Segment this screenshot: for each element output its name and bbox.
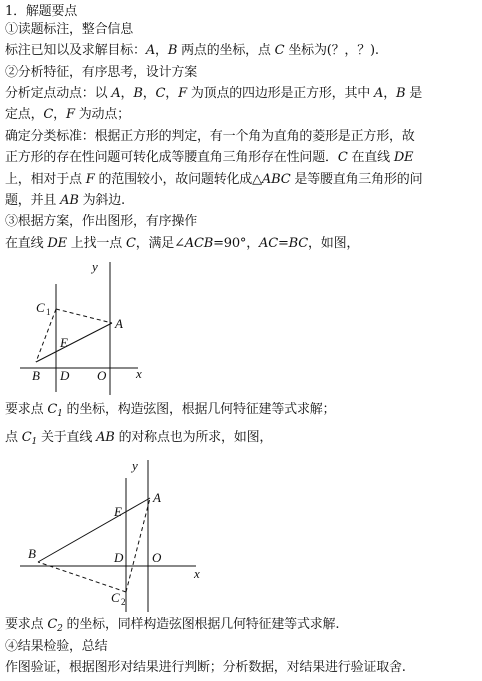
text-fragment: 要求点 — [5, 402, 48, 417]
label-E-2: E — [114, 504, 122, 519]
segment-BA-1 — [36, 323, 112, 362]
text-fragment: 分析定点动点：以 — [5, 86, 112, 101]
text-fragment: AB — [96, 430, 115, 445]
text-fragment: 的坐标，同样构造弦图根据几何特征建等式求解. — [62, 617, 340, 632]
text-fragment: C — [155, 86, 166, 101]
label-O-2: O — [152, 550, 162, 565]
label-C-sub-2: 2 — [121, 597, 126, 607]
dashed-C2A — [126, 498, 150, 592]
text-fragment: A — [374, 86, 384, 101]
text-fragment: 的对称点也为所求，如图， — [114, 430, 273, 445]
text-fragment: DE — [393, 150, 414, 165]
text-fragment: 在直线 — [347, 150, 394, 165]
text-fragment: $C_1$ — [47, 402, 63, 418]
text-fragment: ①读题标注，整合信息 — [5, 22, 134, 37]
label-B-1: B — [32, 368, 40, 383]
text-fragment: 正方形的存在性问题可转化成等腰直角三角形存在性问题． — [5, 150, 338, 165]
text-fragment: C — [125, 236, 136, 251]
text-fragment: B — [133, 86, 143, 101]
text-fragment: 是 — [405, 86, 423, 101]
text-fragment: 要求点 — [5, 617, 48, 632]
text-fragment: 关于直线 — [37, 430, 97, 445]
label-B-2: B — [28, 546, 36, 561]
text-fragment: ②分析特征，有序思考，设计方案 — [5, 65, 198, 80]
label-C-1: C — [36, 300, 45, 315]
text-fragment: ， — [120, 86, 134, 101]
label-y-2: y — [132, 458, 138, 473]
text-fragment: F — [85, 172, 95, 187]
text-fragment: AB — [60, 193, 79, 208]
label-y-1: y — [92, 259, 98, 274]
text-fragment: ， — [155, 43, 168, 58]
text-fragment: C — [274, 43, 285, 58]
text-fragment: B — [167, 43, 178, 58]
text-fragment: 为动点； — [74, 107, 130, 122]
text-fragment: 为顶点的四边形是正方形，其中 — [186, 86, 374, 101]
dashed-C1A — [56, 309, 112, 323]
text-fragment: ， — [142, 86, 156, 101]
text-fragment: $C_1$ — [21, 430, 38, 446]
text-fragment: F — [178, 86, 187, 101]
text-fragment: ， — [383, 86, 397, 101]
text-fragment: ，如图， — [308, 236, 360, 251]
label-x-2: x — [194, 566, 200, 581]
text-fragment: BC — [288, 236, 308, 251]
text-fragment: 确定分类标准：根据正方形的判定，有一个角为直角的菱形是正方形，故 — [5, 129, 415, 144]
text-fragment: B — [396, 86, 406, 101]
label-D-1: D — [60, 368, 70, 383]
text-fragment: 定点， — [5, 107, 44, 122]
text-fragment: 1．解题要点 — [5, 4, 78, 19]
text-fragment: C — [43, 107, 54, 122]
text-fragment: 的坐标，构造弦图，根据几何特征建等式求解； — [62, 402, 336, 417]
text-fragment: A — [145, 43, 156, 58]
label-E-1: E — [60, 335, 68, 350]
text-fragment: 作图验证，根据图形对结果进行判断；分析数据，对结果进行验证取舍. — [5, 660, 406, 675]
text-fragment: 为斜边. — [78, 193, 125, 208]
text-fragment: AC — [259, 236, 278, 251]
label-O-1: O — [97, 368, 107, 383]
figure-2-axes — [20, 460, 196, 612]
text-fragment: DE — [47, 236, 67, 251]
text-fragment: =90°， — [213, 236, 260, 251]
text-fragment: F — [65, 107, 75, 122]
text-fragment: 的范围较小，故问题转化成△ — [94, 172, 262, 187]
text-fragment: 题，并且 — [5, 193, 61, 208]
text-fragment: 在直线 — [5, 236, 48, 251]
label-A-2: A — [153, 490, 161, 505]
text-fragment: $C_2$ — [47, 617, 63, 633]
label-C-2: C — [111, 590, 120, 605]
label-C-sub-1: 1 — [46, 307, 51, 317]
text-fragment: ③根据方案，作出图形，有序操作 — [5, 214, 198, 229]
text-fragment: 上，相对于点 — [5, 172, 86, 187]
text-fragment: 标注已知以及求解目标： — [5, 43, 146, 58]
segment-BA-2 — [38, 498, 150, 562]
text-fragment: ， — [53, 107, 66, 122]
label-x-1: x — [136, 366, 142, 381]
text-fragment: 两点的坐标，点 — [177, 43, 275, 58]
text-fragment: ACB — [184, 236, 214, 251]
label-A-1: A — [115, 316, 123, 331]
text-fragment: ④结果检验，总结 — [5, 639, 108, 654]
text-fragment: 是等腰直角三角形的问 — [290, 172, 423, 187]
text-fragment: 坐标为(？，？). — [284, 43, 379, 58]
text-fragment: ABC — [261, 172, 291, 187]
text-fragment: A — [111, 86, 121, 101]
text-fragment: = — [277, 236, 289, 251]
text-fragment: 点 — [5, 430, 22, 445]
text-fragment: 上找一点 — [66, 236, 126, 251]
text-fragment: C — [337, 150, 348, 165]
text-fragment: ，满足∠ — [135, 236, 185, 251]
text-fragment: ， — [165, 86, 179, 101]
label-D-2: D — [114, 550, 124, 565]
